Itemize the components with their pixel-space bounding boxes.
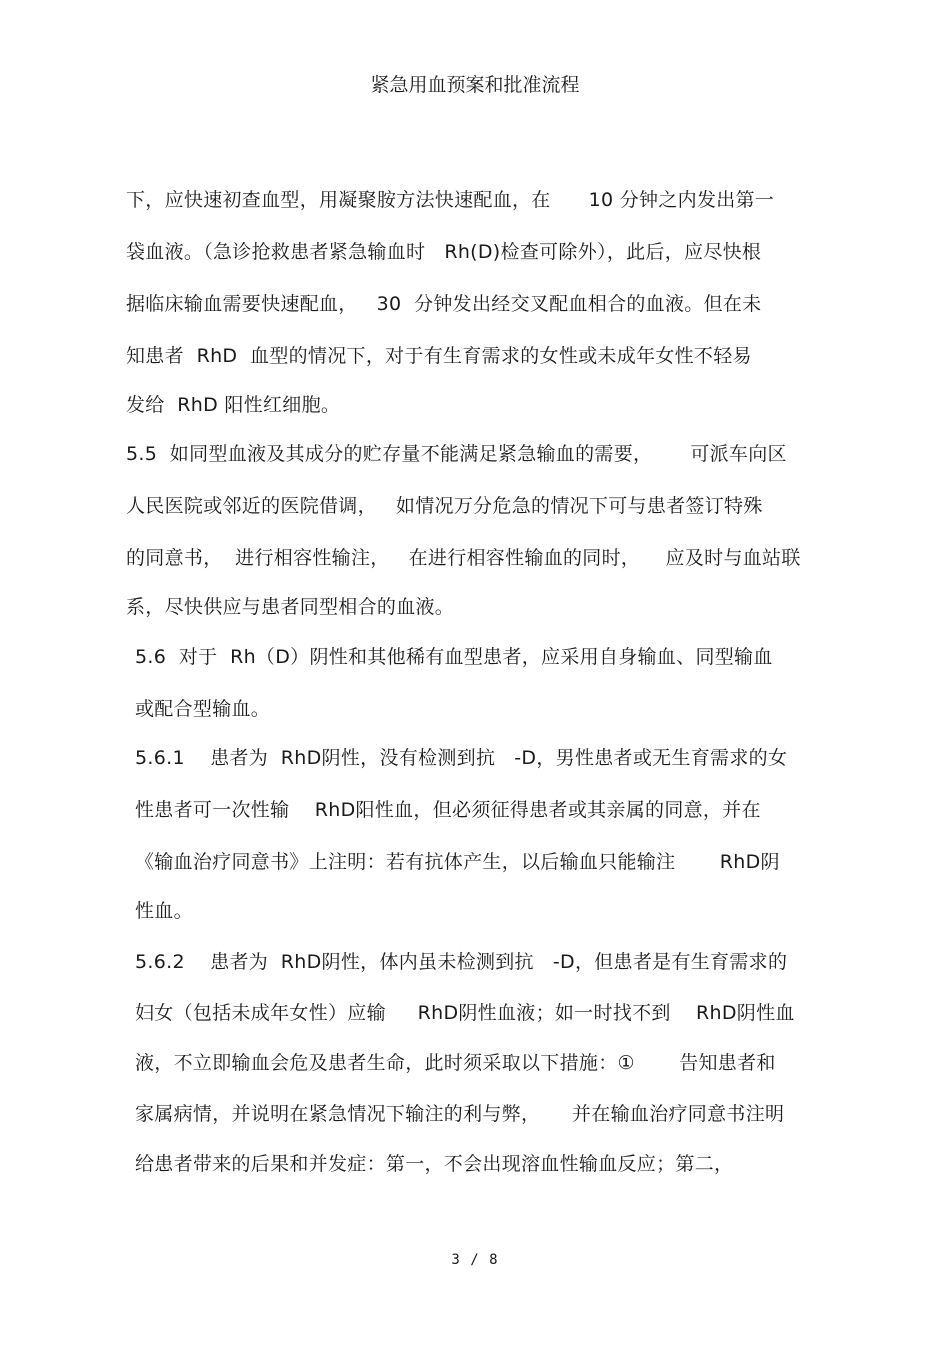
text-line: 液，不立即输血会危及患者生命，此时须采取以下措施：① 告知患者和	[135, 1052, 776, 1074]
paragraph-5-6: 5.6 对于 Rh（D）阴性和其他稀有血型患者，应采用自身输血、同型输血	[135, 646, 773, 668]
paragraph-5-6-1: 5.6.1 患者为 RhD阴性，没有检测到抗 -D，男性患者或无生育需求的女	[135, 747, 788, 769]
text-line: 《输血治疗同意书》上注明：若有抗体产生，以后输血只能输注 RhD阴	[135, 851, 780, 873]
text-line: 性患者可一次性输 RhD阳性血，但必须征得患者或其亲属的同意，并在	[135, 799, 761, 821]
page-title: 紧急用血预案和批准流程	[370, 74, 580, 96]
text-line: 妇女（包括未成年女性）应输 RhD阴性血液；如一时找不到 RhD阴性血	[135, 1002, 795, 1024]
text-line: 下，应快速初查血型，用凝聚胺方法快速配血，在 10 分钟之内发出第一	[126, 189, 775, 211]
text-line: 给患者带来的后果和并发症：第一，不会出现溶血性输血反应；第二，	[135, 1153, 734, 1175]
paragraph-5-5: 5.5 如同型血液及其成分的贮存量不能满足紧急输血的需要， 可派车向区	[126, 443, 787, 465]
text-line: 的同意书， 进行相容性输注， 在进行相容性输血的同时， 应及时与血站联	[126, 547, 801, 569]
paragraph-5-6-2: 5.6.2 患者为 RhD阴性，体内虽未检测到抗 -D，但患者是有生育需求的	[135, 951, 788, 973]
text-line: 性血。	[135, 900, 193, 922]
text-line: 发给 RhD 阳性红细胞。	[126, 394, 341, 416]
text-line: 据临床输血需要快速配血， 30 分钟发出经交叉配血相合的血液。但在未	[126, 293, 762, 315]
text-line: 系，尽快供应与患者同型相合的血液。	[126, 596, 455, 618]
text-line: 或配合型输血。	[135, 698, 271, 720]
page-number: 3 / 8	[451, 1252, 499, 1268]
text-line: 家属病情，并说明在紧急情况下输注的利与弊， 并在输血治疗同意书注明	[135, 1103, 785, 1125]
text-line: 人民医院或邻近的医院借调， 如情况万分危急的情况下可与患者签订特殊	[126, 495, 763, 517]
text-line: 袋血液。（急诊抢救患者紧急输血时 Rh(D)检查可除外），此后，应尽快根	[126, 241, 762, 263]
text-line: 知患者 RhD 血型的情况下，对于有生育需求的女性或未成年女性不轻易	[126, 345, 752, 367]
